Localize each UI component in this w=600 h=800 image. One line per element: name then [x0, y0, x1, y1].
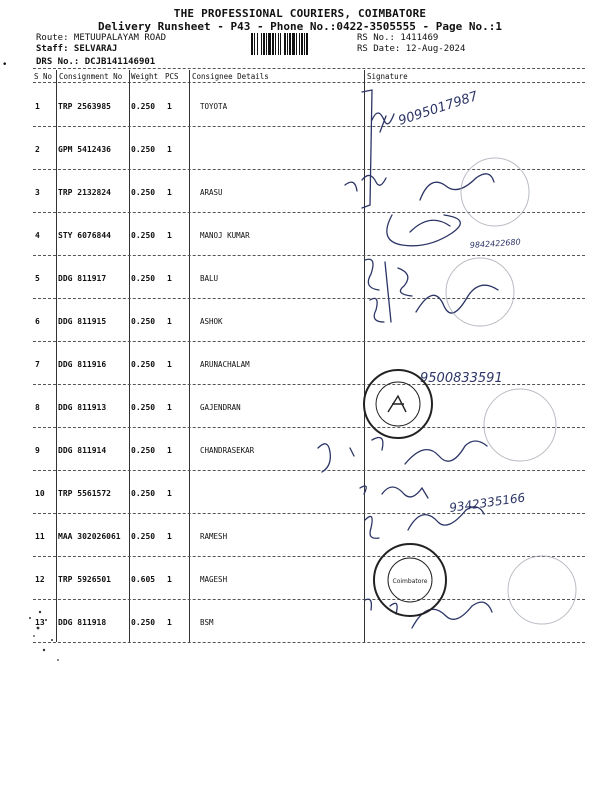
handwritten-phone-2: 9842422680 [469, 237, 521, 250]
table-row [33, 297, 585, 340]
handwritten-phone-4: 9342335166 [448, 490, 527, 515]
row-consignment: DDG 811917 [58, 274, 107, 283]
row-pcs: 1 [167, 575, 172, 584]
row-consignment: STY 6076844 [58, 231, 111, 240]
row-consignment: GPM 5412436 [58, 145, 111, 154]
row-consignee: BALU [200, 274, 219, 283]
table-row [33, 512, 585, 555]
route-label: Route: METUUPALAYAM ROAD [36, 33, 167, 43]
row-pcs: 1 [167, 403, 172, 412]
table-row [33, 598, 585, 641]
col-header-consignment: Consignment No [59, 72, 123, 81]
row-weight: 0.250 [131, 317, 156, 326]
row-weight: 0.250 [131, 188, 156, 197]
row-sno: 12 [35, 575, 45, 584]
table-row [33, 383, 585, 426]
row-sno: 3 [35, 188, 40, 197]
row-pcs: 1 [167, 360, 172, 369]
header-top-rule [33, 68, 585, 69]
row-consignee: GAJENDRAN [200, 403, 241, 412]
table-bottom-rule [33, 642, 585, 643]
table-row [33, 168, 585, 211]
row-sno: 10 [35, 489, 45, 498]
runsheet-subtitle: Delivery Runsheet - P43 - Phone No.:0422-3505555 - Page No.:1 [98, 20, 502, 33]
row-pcs: 1 [167, 188, 172, 197]
row-consignee: ARUNACHALAM [200, 360, 250, 369]
row-weight: 0.250 [131, 360, 156, 369]
row-pcs: 1 [167, 489, 172, 498]
table-row [33, 555, 585, 598]
drs-number: DRS No.: DCJB141146901 [36, 57, 156, 67]
row-sno: 1 [35, 102, 40, 111]
row-pcs: 1 [167, 618, 172, 627]
row-weight: 0.250 [131, 274, 156, 283]
row-sno: 5 [35, 274, 40, 283]
table-row [33, 211, 585, 254]
row-pcs: 1 [167, 532, 172, 541]
row-weight: 0.250 [131, 618, 156, 627]
table-row [33, 340, 585, 383]
col-header-pcs: PCS [165, 72, 179, 81]
row-consignee: BSM [200, 618, 214, 627]
row-weight: 0.250 [131, 231, 156, 240]
row-sno: 4 [35, 231, 40, 240]
row-consignee: CHANDRASEKAR [200, 446, 255, 455]
row-weight: 0.250 [131, 532, 156, 541]
col-header-consignee: Consignee Details [192, 72, 269, 81]
row-consignee: MANOJ KUMAR [200, 231, 250, 240]
table-row [33, 426, 585, 469]
row-consignment: TRP 5926501 [58, 575, 111, 584]
row-consignment: TRP 2563985 [58, 102, 111, 111]
row-consignment: TRP 5561572 [58, 489, 111, 498]
row-consignment: DDG 811916 [58, 360, 107, 369]
handwritten-phone-3: 9500833591 [420, 371, 503, 386]
row-consignment: DDG 811913 [58, 403, 107, 412]
row-consignment: DDG 811915 [58, 317, 107, 326]
row-consignee: TOYOTA [200, 102, 228, 111]
col-header-signature: Signature [367, 72, 408, 81]
row-weight: 0.250 [131, 446, 156, 455]
table-row [33, 469, 585, 512]
staff-label: Staff: SELVARAJ [36, 44, 118, 54]
row-pcs: 1 [167, 446, 172, 455]
row-consignment: MAA 302026061 [58, 532, 121, 541]
rs-number: RS No.: 1411469 [357, 33, 439, 43]
row-weight: 0.605 [131, 575, 156, 584]
row-weight: 0.250 [131, 489, 156, 498]
margin-mark: • [2, 60, 8, 70]
row-consignee: ARASU [200, 188, 223, 197]
row-weight: 0.250 [131, 145, 156, 154]
col-header-weight: Weight [131, 72, 159, 81]
row-consignee: MAGESH [200, 575, 228, 584]
table-row [33, 254, 585, 297]
row-weight: 0.250 [131, 102, 156, 111]
stamp-city: Coimbatore [392, 578, 428, 585]
rs-date: RS Date: 12-Aug-2024 [357, 44, 466, 54]
row-sno: 8 [35, 403, 40, 412]
row-consignment: DDG 811914 [58, 446, 107, 455]
barcode-bar [308, 33, 309, 55]
row-pcs: 1 [167, 274, 172, 283]
row-sno: 6 [35, 317, 40, 326]
row-sno: 7 [35, 360, 40, 369]
row-consignment: TRP 2132824 [58, 188, 111, 197]
row-pcs: 1 [167, 317, 172, 326]
row-sno: 2 [35, 145, 40, 154]
row-sno: 11 [35, 532, 45, 541]
row-consignee: ASHOK [200, 317, 223, 326]
row-consignee: RAMESH [200, 532, 228, 541]
row-consignment: DDG 811918 [58, 618, 107, 627]
row-pcs: 1 [167, 231, 172, 240]
company-title: THE PROFESSIONAL COURIERS, COIMBATORE [173, 7, 427, 20]
row-weight: 0.250 [131, 403, 156, 412]
barcode [251, 33, 351, 55]
row-pcs: 1 [167, 102, 172, 111]
row-sno: 9 [35, 446, 40, 455]
row-sno: 13 [35, 618, 45, 627]
col-header-sno: S No [34, 72, 53, 81]
row-pcs: 1 [167, 145, 172, 154]
handwritten-phone-1: 9095017987 [396, 88, 480, 129]
table-row [33, 125, 585, 168]
table-row [33, 82, 585, 125]
